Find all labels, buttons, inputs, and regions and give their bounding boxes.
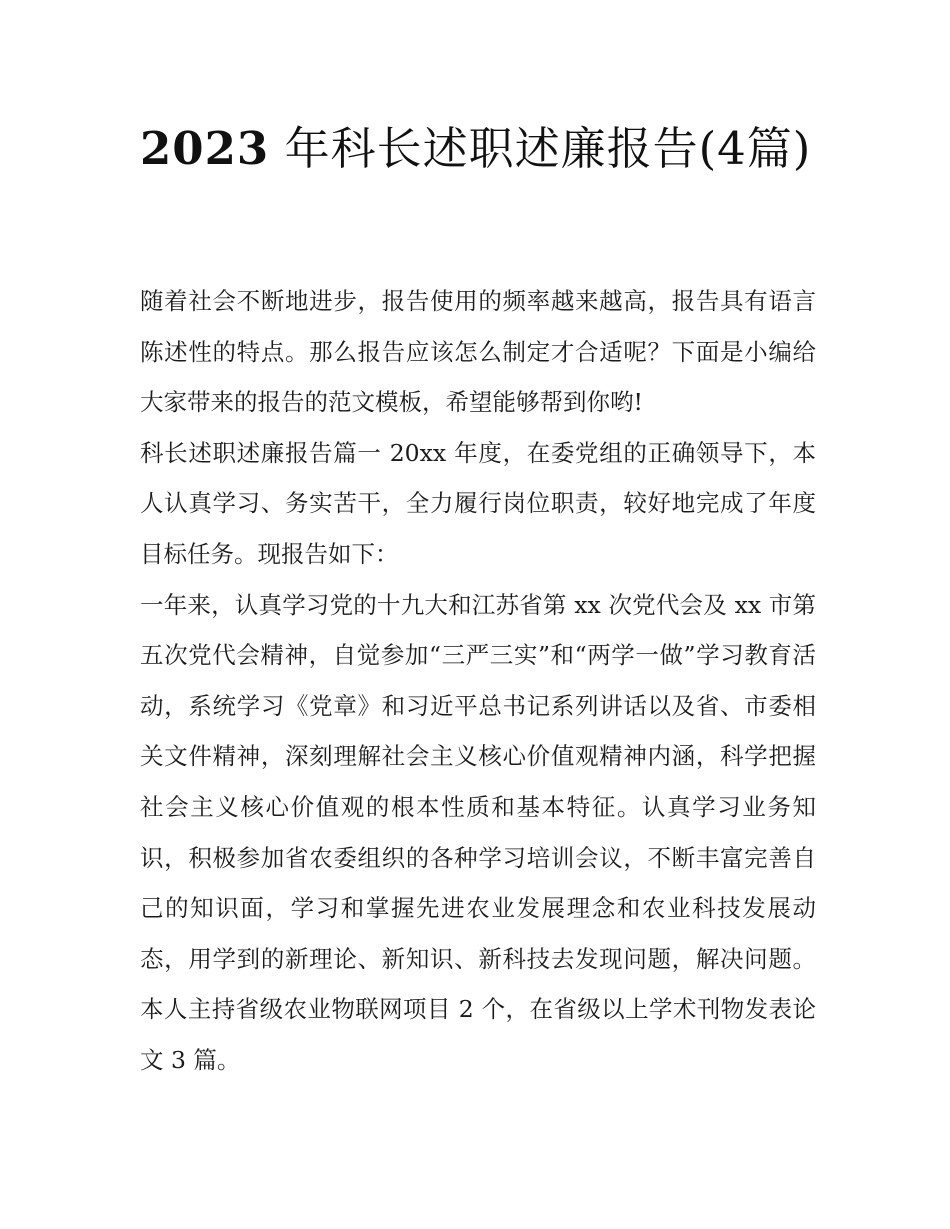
page-title (140, 112, 820, 186)
title-year: 2023 (140, 122, 270, 175)
document-body (140, 276, 816, 1086)
paragraph-intro: 随着社会不断地进步，报告使用的频率越来越高，报告具有语言陈述性的特点。那么报告应该怎么制定才合适呢？下面是小编给大家带来的报告的范文模板，希望能够帮到你哟! (140, 287, 816, 417)
title-text: 年科长述职述廉报告(4篇) (284, 122, 812, 175)
paragraph-study: 一年来，认真学习党的十九大和江苏省第 xx 次党代会及 xx 市第五次党代会精神，自觉参加“三严三实”和“两学一做”学习教育活动，系统学习《党章》和习近平总书记系列讲话以及省、市委相关文件精神，深刻理解社会主义核心价值观精神内涵，科学把握社会主义核心价值观的根本性质和基本特征。认真学习业务知识，积极参加省农委组织的各种学习培训会议，不断丰富完善自己的知识面，学习和掌握先进农业发展理念和农业科技发展动态，用学到的新理论、新知识、新科技去发现问题，解决问题。本人主持省级农业物联网项目 2 个，在省级以上学术刊物发表论文 3 篇。 (140, 590, 816, 1074)
paragraph-report-opening: 科长述职述廉报告篇一 20xx 年度，在委党组的正确领导下，本人认真学习、务实苦干，全力履行岗位职责，较好地完成了年度目标任务。现报告如下： (140, 438, 816, 568)
